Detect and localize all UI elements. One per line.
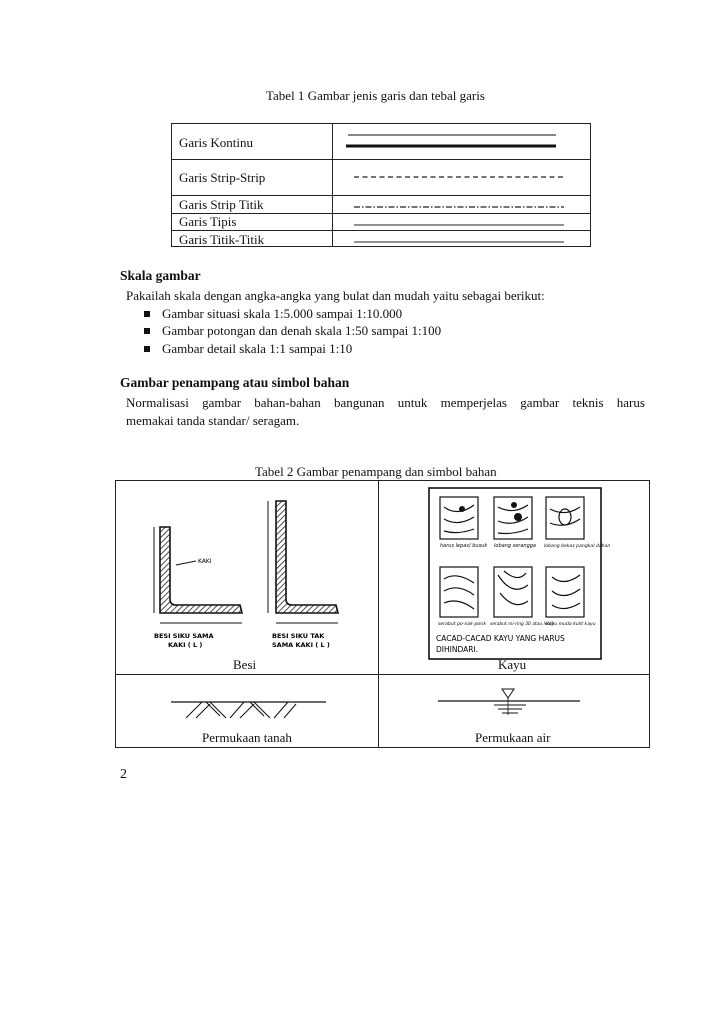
- defect-label: serabut mi-ring 30 atau lebih: [490, 622, 555, 627]
- paragraph-word: memperjelas: [440, 395, 507, 410]
- section-heading-penampang: Gambar penampang atau simbol bahan: [120, 375, 350, 390]
- wood-defects-title: CACAD-CACAD KAYU YANG HARUS: [436, 634, 565, 643]
- paragraph-word: gambar: [520, 395, 560, 410]
- ground-surface-symbol: [166, 696, 336, 726]
- defect-label: kayu muda kulit kayu: [546, 622, 596, 627]
- section-heading-skala: Skala gambar: [120, 268, 201, 283]
- table2-caption: Tabel 2 Gambar penampang dan simbol bahan: [255, 464, 497, 479]
- row-label-garis-kontinu: Garis Kontinu: [179, 135, 254, 150]
- bullet-item: Gambar potongan dan denah skala 1:50 sampai 1:100: [144, 323, 441, 339]
- besi-siku-sama-caption-2: KAKI ( L ): [168, 641, 203, 649]
- table-divider: [116, 674, 649, 675]
- dotted-line-sample: [342, 237, 572, 247]
- paragraph-word: harus: [616, 395, 645, 410]
- paragraph-word: gambar: [202, 395, 242, 410]
- table-divider: [172, 230, 590, 231]
- kayu-label: Kayu: [498, 657, 527, 672]
- skala-intro: Pakailah skala dengan angka-angka yang bulat dan mudah yaitu sebagai berikut:: [126, 288, 545, 303]
- wood-defects-title-2: DIHINDARI.: [436, 645, 479, 654]
- table-divider: [378, 481, 379, 747]
- paragraph-word: teknis: [572, 395, 604, 410]
- dash-dot-line-sample: [342, 202, 572, 212]
- dashed-line-sample: [342, 172, 572, 182]
- row-label-garis-titik-titik: Garis Titik-Titik: [179, 232, 265, 247]
- defect-label: harus lepas/ busuk: [440, 543, 488, 549]
- row-label-garis-strip-titik: Garis Strip Titik: [179, 197, 264, 212]
- bullet-item: Gambar situasi skala 1:5.000 sampai 1:10.000: [144, 306, 402, 322]
- besi-siku-sama-caption: BESI SIKU SAMA: [154, 632, 214, 640]
- table-divider: [172, 195, 590, 196]
- defect-label: lobang bekas pangkal dahan: [544, 544, 611, 549]
- paragraph-word: bangunan: [333, 395, 385, 410]
- paragraph-word: untuk: [397, 395, 428, 410]
- line-types-table: [171, 123, 591, 247]
- material-symbols-table: [115, 480, 650, 748]
- wood-defects-figure: [428, 487, 611, 662]
- defect-label: serabut po-nak-porik: [438, 622, 486, 627]
- kaki-label: KAKI: [198, 558, 212, 565]
- table-divider: [332, 124, 333, 246]
- row-label-garis-strip-strip: Garis Strip-Strip: [179, 170, 266, 185]
- water-surface-symbol: [434, 687, 584, 721]
- paragraph-word: bahan-bahan: [254, 395, 321, 410]
- paragraph-word: Normalisasi: [126, 395, 189, 410]
- besi-siku-tak-caption-2: SAMA KAKI ( L ): [272, 641, 330, 649]
- besi-siku-tak-caption: BESI SIKU TAK: [272, 632, 325, 640]
- thin-line-sample: [342, 220, 572, 230]
- row-label-garis-tipis: Garis Tipis: [179, 214, 237, 229]
- steel-angle-figure: [146, 495, 361, 655]
- table1-caption: Tabel 1 Gambar jenis garis dan tebal garis: [266, 88, 485, 103]
- penampang-paragraph-line-2: memakai tanda standar/ seragam.: [126, 413, 300, 428]
- besi-label: Besi: [233, 657, 257, 672]
- permukaan-air-label: Permukaan air: [475, 730, 551, 745]
- defect-label: lobang serangga: [494, 543, 536, 549]
- bullet-item: Gambar detail skala 1:1 sampai 1:10: [144, 341, 352, 357]
- permukaan-tanah-label: Permukaan tanah: [202, 730, 292, 745]
- bullet-square-icon: [144, 311, 150, 317]
- bullet-square-icon: [144, 346, 150, 352]
- bullet-square-icon: [144, 328, 150, 334]
- penampang-paragraph-line-1: [126, 395, 645, 411]
- table-divider: [172, 159, 590, 160]
- continuous-line-sample: [342, 130, 562, 152]
- page-number: 2: [120, 767, 127, 782]
